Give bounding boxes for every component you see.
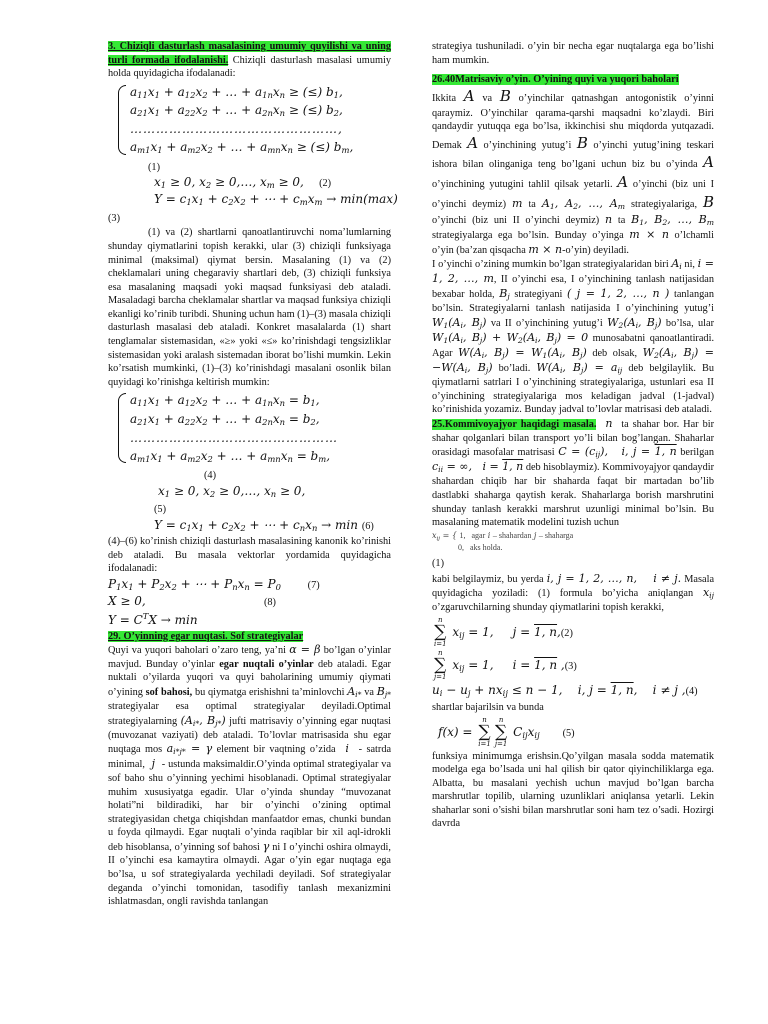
x-ij-definition: $x_{ij}$ = { 1, agar i – shahardan j – shaharga 0, aks holda. (432, 530, 574, 553)
paragraph-2: (4)–(6) ko’rinish chiziqli dasturlash masalasining kanonik ko’rinishi deb ataladi. Bu masala vektorlar yordamida quyidagicha ifodalanadi: (108, 536, 391, 575)
section-26-title: 26.40Matrisaviy o’yin. O’yining quyi va yuqori baholari (432, 74, 679, 86)
section-26 (432, 73, 714, 87)
section-3: 3. Chiziqli dasturlash masalasining umumiy quyilishi va uning turli formada ifodalanishi. Chiziqli dasturlash masalasi umumiy holda quyidagicha ifodalanadi: (108, 41, 391, 80)
section-25-title: 25.Kommivoyajyor haqidagi masala. (432, 419, 597, 431)
section-3-title: 3. Chiziqli dasturlash masalasining umumiy quyilishi va uning turli formada ifodalanishi. (108, 41, 391, 66)
equation-5: f(x) = n ∑ i=1 n ∑ j=1 $C_{ij}x_{ij}$ (5) (438, 715, 575, 748)
section-29-title: 29. O’yinning egar nuqtasi. Sof strategiyalar (108, 630, 304, 642)
paragraph-1: (1) va (2) shartlarni qanoatlantiruvchi noma’lumlarning shunday qiymatlarini topish kerakki, ular (3) chiziqli funksiyaga minimal (maksimal) qiymat bersin. Masalaning (1) va (2) cheklamalari uning chegaraviy shartlari deb, (3) chiziqli funksiya esa masalaning maqsadi yoki maqsad funksiyasi deb ataladi. Masaladagi barcha cheklamalar shartlar va maqsad funksiya chiziqli ekanligi ko’rinib turibdi. Shuning uchun ham (1)–(3) masala chiziqli dasturlash masalasi deb ataladi. Konkret masalalarda (1) shart tenglamalar sistemasidan, «≥» yoki «≤» ko’rinishdagi tengsizliklar sistemasidan yoki aralash sistemadan iborat bo’lishi mumkin. Lekin ko’rsatish mumkinki, (1)–(3) ko’rinishdagi masalani osonlik bilan quyidagi ko’rinishga keltirish mumkin: (108, 227, 391, 388)
constraint-system-4: $a_{11}x_1 + a_{12}x_2$ + … + $a_{1n}x_n = b_1$, $a_{21}x_1 + a_{22}x_2$ + … + $a_{2n}x_n = b_2$, ………………………………………… $a_{m1}x_1 + a_{m2}x_2$ + … + $a_{mn}x_n = b_m$, (118, 391, 391, 465)
equation-2: n ∑ i=1 $x_{ij} = 1$, j = 1, n,(2) (434, 615, 573, 648)
equation-3: n ∑ j=1 $x_{ij} = 1$, i = 1, n ,(3) (434, 648, 577, 681)
equation-4: $u_i - u_j + nx_{ij} \le n - 1$, i, j = 1, n, i ≠ j ,(4) (432, 682, 698, 698)
section-29 (108, 630, 391, 644)
section-25: 25.Kommivoyajyor haqidagi masala. n ta shahar bor. Har bir shahar qolganlari bilan transport yo’li bilan bog’langan. Shaharlar orasidagi masofalar matrisasi $C = (c_{ij})$, i, j = 1, n berilgan $c_{ii}$ = ∞, i = 1, n deb hisoblaymiz). Kommivoyajyor qandaydir shahardan chiqib har bir shaharda faqat bir martadan bo’lib dastlabki shaharga qaytish kerak. Shaharlarga borish marshrutini shunday tanlash kerakki marshrut uzunligi minimal bo’lsin. Bu masalaning matematik modelini tuzish uchun (432, 417, 715, 529)
left-column: 3. Chiziqli dasturlash masalasining umumiy quyilishi va uning turli formada ifodalanishi. Chiziqli dasturlash masalasi umumiy holda quyidagicha ifodalanadi: $a_{11}x_1 + a_{12}x_2$ + … + $a_{1n}x_n$ ≥ (≤) $b_1$, $a_{21}x_1 + a_{22}x_2$ + … + $a_{2n}x_n$ ≥ (≤) $b_2$, …………………………………………, $a_{m1}x_1 + a_{m2}x_2$ + … + $a_{mn}x_n$ ≥ (≤) $b_m$, (1) $x_1 \ge 0$, $x_2$ ≥ 0,…, $x_m \ge 0$, (2) $Y = c_1x_1 + c_2x_2$ + ⋯ + $c_mx_m \to \min(\max)$ (3) (1) va (2) shartlarni qanoatlantiruvchi noma’lumlarning shunday qiymatlarini topish kerakki, ular (3) chiziqli funksiyaga minimal (maksimal) qiymat bersin. Masalaning (1) va (2) cheklamalari uning chegaraviy shartlari deb, (3) chiziqli funksiya esa masalaning maqsadi yoki maqsad funksiyasi deb ataladi. Masaladagi barcha cheklamalar shartlar va maqsad funksiya chiziqli ekanligi ko’rinib turibdi. Shuning uchun ham (1)–(3) masala chiziqli dasturlash masalasi deb ataladi. Konkret masalalarda (1) shart tenglamalar sistemasidan, «≥» yoki «≤» ko’rinishdagi tengsizliklar sistemasidan yoki aralash sistemadan iborat bo’lishi mumkin. Lekin ko’rsatish mumkinki, (1)–(3) ko’rinishdagi masalani osonlik bilan quyidagi ko’rinishga keltirish mumkin: $a_{11}x_1 + a_{12}x_2$ + … + $a_{1n}x_n = b_1$, $a_{21}x_1 + a_{22}x_2$ + … + $a_{2n}x_n = b_2$, ………………………………………… $a_{m1}x_1 + a_{m2}x_2$ + … + $a_{mn}x_n = b_m$, (4) $x_1 \ge 0$, $x_2$ ≥ 0,…, $x_n \ge 0$, (5) $Y = c_1x_1 + c_2x_2$ + ⋯ + $c_nx_n \to \min (6)$ (4)–(6) ko’rinish chiziqli dasturlash masalasining kanonik ko’rinishi deb ataladi. Bu masala vektorlar yordamida quyidagicha ifodalanadi: $P_1x_1 + P_2x_2$ + ⋯ + $P_nx_n = P_0$ (7) X ≥ 0, (8) $Y = C^TX \to \min$ 29. O’yinning egar nuqtasi. Sof strategiyalar Quyi va yuqori baholari o’zaro teng, ya’ni α = β bo’lgan o’yinlar mavjud. Bunday o’yinlar egar nuqtali o’yinlar deb ataladi. Egar nuktali o’yilarda yuqori va quyi baholarining umumiy qiymati o’yining sof bahosi, bu qiymatga erishishni ta’minlovchi $A_{i*}$ va $B_{j*}$ strategiyalar esa optimal strategiyalar deyiladi.Optimal strategiyalarning ($A_{i*}$, $B_{j*}$) jufti matrisaviy o’yinning egar nuqtasi (muvozanat vaziyati) deb ataladi. To’lovlar matrisasida shu egar nuqtaga mos $a_{i*j*} = \gamma$ element bir vaqtning o’zida i - satrda minimal, j - ustunda maksimaldir.O’yinda optimal strategiyalar va sof baho shu o’yinning yechimi hisoblanadi. Optimal strategiyalar muhim xususiyatga egadir. Ular o’yinda shunday “muvozanat holati”ni bildiradiki, har bir o’yinchi o’zining optimal strategiyasidan chetga chiqishdan manfaatdor emas, chunki bundan u foyda qilmaydi. Egar nuqtali o’yinda raqiblar bir xil aql-idrokli deb hisoblansa, o’yinning sof bahosi γ ni I o’yinchi oshira olmaydi, II o’yinchi esa kamaytira olmaydi. Agar o’yin egar nuqtaga ega bo’lsa, u sof strategiyalarda yechiladi deyiladi. Sof strategiyalar deganda o’yinchi tomonidan, tasodifiy tanlash mexanizmini ishlatmasdan, ongli ravishda tanlangan (108, 41, 398, 908)
constraint-system-1: $a_{11}x_1 + a_{12}x_2$ + … + $a_{1n}x_n$ ≥ (≤) $b_1$, $a_{21}x_1 + a_{22}x_2$ + … + $a_{2n}x_n$ ≥ (≤) $b_2$, …………………………………………, $a_{m1}x_1 + a_{m2}x_2$ + … + $a_{mn}x_n$ ≥ (≤) $b_m$, (118, 83, 391, 157)
right-top-text: strategiya tushuniladi. o’yin bir necha egar nuqtalarga ega bo’lishi ham mumkin. (432, 41, 714, 66)
right-column: strategiya tushuniladi. o’yin bir necha egar nuqtalarga ega bo’lishi ham mumkin. 26.40Matrisaviy o’yin. O’yining quyi va yuqori baholari Ikkita A va B o’yinchilar qatnashgan antogonistik o’yinni qaraymiz. O’yinchilar qarama-qarshi maqsadni ko’zlaydi. Biri qandaydir yutuqqa ega bo’lsa, ikkinchisi shu miqdorda yutqazadi. Demak A o’yinchining yutug’i B o’yinchi yutug’ining teskari ishora bilan olinganiga teng bo’lgani uchun biz bu o’yinda A o’yinchining yutugini tahlil qilsak yetarli. A o’yinchi (biz uni I o’yinchi deymiz) m ta $A_1$, $A_2$, …, $A_m$ strategiyalariga, B o’yinchi (biz uni II o’yinchi deymiz) n ta $B_1$, $B_2$, …, $B_m$ strategiyalarga ega bo’lsin. Bunday o’yinga m × n o’lchamli o’yin (ba’zan qisqacha m × n-o’yin) deyiladi. I o’yinchi o’zining mumkin bo’lgan strategiyalaridan biri $A_i$ ni, i = 1, 2, …, m, II o’yinchi esa, I o’yinchining tanlash natijasidan bexabar holda, $B_j$ strategiyani ( j = 1, 2, …, n ) tanlangan bo’lsin. Strategiyalarni tanlash natijasida I o’yinchining yutug’i $W_1(A_i$, $B_j$) va II o’yinchining yutug’i $W_2(A_i$, $B_j$) bo’lsa, ular $W_1(A_i$, $B_j) + W_2(A_i$, $B_j) = 0$ munosabatni qanoatlantiradi. Agar $W(A_i$, $B_j) = W_1(A_i$, $B_j$) deb olsak, $W_2(A_i$, $B_j) = -W(A_i$, $B_j$) bo’ladi. $W(A_i$, $B_j) = a_{ij}$ deb belgilaylik. Bu qiymatlarni satrlari I o’yinchining strategiyalariga, ustunlari esa II o’yinchining strategiyalariga mos keladigan jadval (1-jadval) ko’rinishida yozamiz. Bunday jadval to’lovlar matrisasi deb ataladi. 25.Kommivoyajyor haqidagi masala. n ta shahar bor. Har bir shahar qolganlari bilan transport yo’li bilan bog’langan. Shaharlar orasidagi masofalar matrisasi $C = (c_{ij})$, i, j = 1, n berilgan $c_{ii}$ = ∞, i = 1, n deb hisoblaymiz). Kommivoyajyor qandaydir shahardan chiqib har bir shaharda faqat bir martadan bo’lib dastlabki shaharga qaytish kerak. Shaharlarga borish marshrutini shunday tanlash kerakki marshrut uzunligi minimal bo’lsin. Bu masalaning matematik modelini tuzish uchun $x_{ij}$ = { 1, agar i – shahardan j – shaharga 0, aks holda. (1) kabi belgilaymiz, bu yerda i, j = 1, 2, …, n, i ≠ j. Masala quyidagicha yoziladi: (1) formula bo’yicha aniqlangan $x_{ij}$ o’zgaruvchilarning shunday qiymatlarini topish kerakki, n ∑ i=1 $x_{ij} = 1$, j = 1, n,(2) n ∑ j=1 $x_{ij} = 1$, i = 1, n ,(3) $u_i - u_j + nx_{ij} \le n - 1$, i, j = 1, n, i ≠ j ,(4) shartlar bajarilsin va bunda f(x) = n ∑ i=1 n ∑ j=1 $C_{ij}x_{ij}$ (5) funksiya minimumga erishsin.Qo’yilgan masala sodda matematik modelga ega bo’lsada uni hal qilish bir qator qiyinchiliklarga ega. Albatta, bu masalani yechish uchun mavjud bo’lgan barcha marshrutlar topilib, ularning uzunliklari aniqlansa yetarli. Lekin shaharlar soni o’sishi bilan marshrutlar soni ham tez o’sadi. Hozirgi davrda (432, 41, 715, 830)
